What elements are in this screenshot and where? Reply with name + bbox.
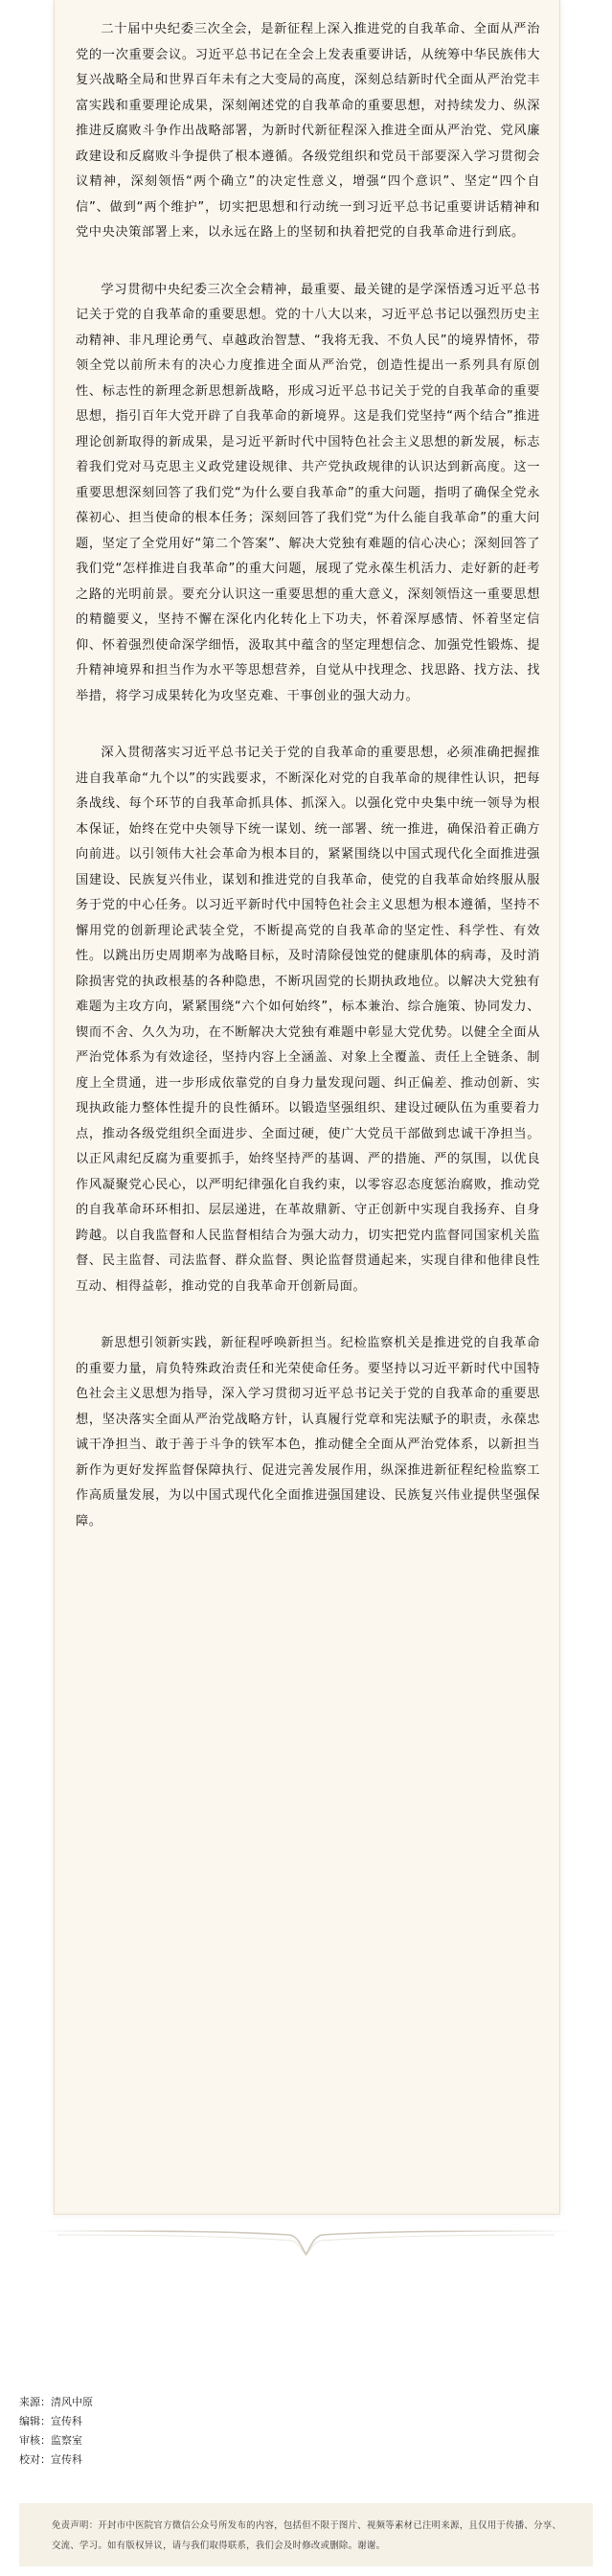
disclaimer-box bbox=[19, 2503, 593, 2566]
credit-reviewer: 审核：监察室 bbox=[19, 2434, 82, 2447]
decorative-divider bbox=[38, 2225, 574, 2258]
article-paragraph: 新思想引领新实践，新征程呼唤新担当。纪检监察机关是推进党的自我革命的重要力量，肩负特殊政治责任和光荣使命任务。要坚持以习近平新时代中国特色社会主义思想为指导，深入学习贯彻习近平总书记关于党的自我革命的重要思想，坚决落实全面从严治党战略方针，认真履行党章和宪法赋予的职责，永葆忠诚干净担当、敢于善于斗争的铁军本色，推动健全全面从严治党体系，以新担当新作为更好发挥监督保障执行、促进完善发展作用，纵深推进新征程纪检监察工作高质量发展，为以中国式现代化全面推进强国建设、民族复兴伟业提供坚强保障。 bbox=[76, 1336, 540, 1529]
credits-block bbox=[19, 2393, 93, 2470]
credit-proofreader: 校对：宣传科 bbox=[19, 2453, 82, 2466]
article-paragraph: 学习贯彻中央纪委三次全会精神，最重要、最关键的是学深悟透习近平总书记关于党的自我革命的重要思想。党的十八大以来，习近平总书记以强烈历史主动精神、非凡理论勇气、卓越政治智慧、“我将无我、不负人民”的境界情怀，带领全党以前所未有的决心力度推进全面从严治党，创造性提出一系列具有原创性、标志性的新理念新思想新战略，形成习近平总书记关于党的自我革命的重要思想，指引百年大党开辟了自我革命的新境界。这是我们党坚持“两个结合”推进理论创新取得的新成果，是习近平新时代中国特色社会主义思想的新发展，标志着我们党对马克思主义政党建设规律、共产党执政规律的认识达到新高度。这一重要思想深刻回答了我们党“为什么要自我革命”的重大问题，指明了确保全党永葆初心、担当使命的根本任务；深刻回答了我们党“为什么能自我革命”的重大问题，坚定了全党用好“第二个答案”、解决大党独有难题的信心决心；深刻回答了我们党“怎样推进自我革命”的重大问题，展现了党永葆生机活力、走好新的赶考之路的光明前景。要充分认识这一重要思想的重大意义，深刻领悟这一重要思想的精髓要义，坚持不懈在深化内化转化上下功夫，怀着深厚感情、怀着坚定信仰、怀着强烈使命深学细悟，汲取其中蕴含的坚定理想信念、加强党性锻炼、提升精神境界和担当作为水平等思想营养，自觉从中找理念、找思路、找方法、找举措，将学习成果转化为攻坚克难、干事创业的强大动力。 bbox=[76, 282, 540, 703]
article-card bbox=[54, 0, 560, 2215]
article-paragraph: 深入贯彻落实习近平总书记关于党的自我革命的重要思想，必须准确把握推进自我革命“九个以”的实践要求，不断深化对党的自我革命的规律性认识，把每条战线、每个环节的自我革命抓具体、抓深入。以强化党中央集中统一领导为根本保证，始终在党中央领导下统一谋划、统一部署、统一推进，确保沿着正确方向前进。以引领伟大社会革命为根本目的，紧紧围绕以中国式现代化全面推进强国建设、民族复兴伟业，谋划和推进党的自我革命，使党的自我革命始终服从服务于党的中心任务。以习近平新时代中国特色社会主义思想为根本遵循，坚持不懈用党的创新理论武装全党，不断提高党的自我革命的坚定性、科学性、有效性。以跳出历史周期率为战略目标，及时清除侵蚀党的健康肌体的病毒，及时消除损害党的执政根基的各种隐患，不断巩固党的长期执政地位。以解决大党独有难题为主攻方向，紧紧围绕“六个如何始终”，标本兼治、综合施策、协同发力、锲而不舍、久久为功，在不断解决大党独有难题中彰显大党优势。以健全全面从严治党体系为有效途径，坚持内容上全涵盖、对象上全覆盖、责任上全链条、制度上全贯通，进一步形成依靠党的自身力量发现问题、纠正偏差、推动创新、实现执政能力整体性提升的良性循环。以锻造坚强组织、建设过硬队伍为重要着力点，推动各级党组织全面进步、全面过硬，使广大党员干部做到忠诚干净担当。以正风肃纪反腐为重要抓手，始终坚持严的基调、严的措施、严的氛围，以优良作风凝聚党心民心，以严明纪律强化自我约束，以零容忍态度惩治腐败，推动党的自我革命环环相扣、层层递进，在革故鼎新、守正创新中实现自我扬弃、自身跨越。以自我监督和人民监督相结合为强大动力，切实把党内监督同国家机关监督、民主监督、司法监督、群众监督、舆论监督贯通起来，实现自律和他律良性互动、相得益彰，推动党的自我革命开创新局面。 bbox=[76, 746, 540, 1294]
divider-curve-icon bbox=[38, 2225, 574, 2258]
disclaimer-text: 免责声明：开封市中医院官方微信公众号所发布的内容，包括但不限于图片、视频等素材已注明来源，且仅用于传播、分享、交流、学习。如有版权异议，请与我们取得联系，我们会及时修改或删除。谢谢。 bbox=[52, 2520, 562, 2551]
article-paragraph: 二十届中央纪委三次全会，是新征程上深入推进党的自我革命、全面从严治党的一次重要会议。习近平总书记在全会上发表重要讲话，从统筹中华民族伟大复兴战略全局和世界百年未有之大变局的高度，深刻总结新时代全面从严治党丰富实践和重要理论成果，深刻阐述党的自我革命的重要思想，对持续发力、纵深推进反腐败斗争作出战略部署，为新时代新征程深入推进全面从严治党、党风廉政建设和反腐败斗争提供了根本遵循。各级党组织和党员干部要深入学习贯彻会议精神，深刻领悟“两个确立”的决定性意义，增强“四个意识”、坚定“四个自信”、做到“两个维护”，切实把思想和行动统一到习近平总书记重要讲话精神和党中央决策部署上来，以永远在路上的坚韧和执着把党的自我革命进行到底。 bbox=[76, 22, 540, 240]
credit-source: 来源：清风中原 bbox=[19, 2396, 93, 2408]
credit-editor: 编辑：宣传科 bbox=[19, 2415, 82, 2427]
article-body bbox=[55, 0, 559, 1534]
